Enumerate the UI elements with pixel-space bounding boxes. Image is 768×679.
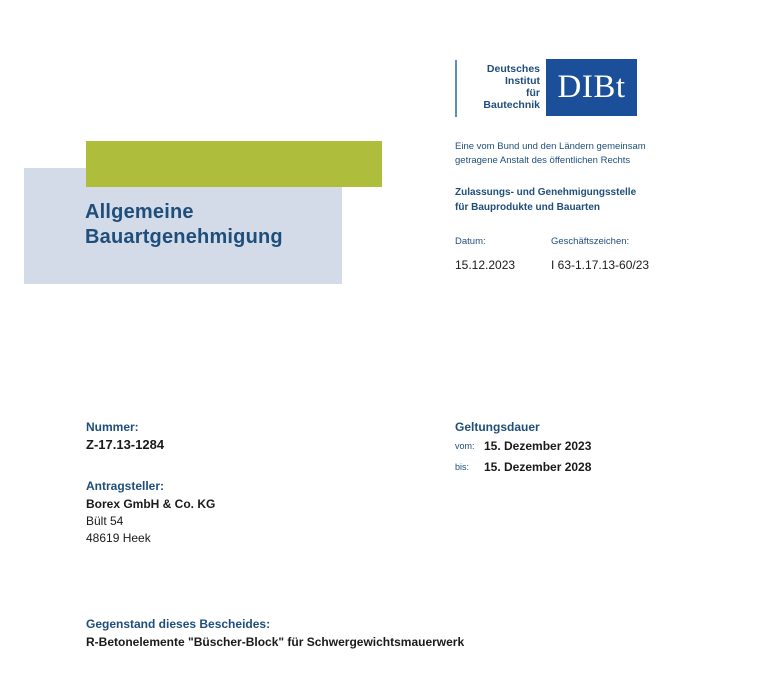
datum-label: Datum: [455,236,486,247]
applicant-street: Bült 54 [86,514,124,528]
document-title-line1: Allgemeine [85,201,194,223]
number-value: Z-17.13-1284 [86,437,165,452]
validity-until-value: 15. Dezember 2028 [484,460,592,474]
validity-until-label: bis: [455,462,470,472]
logo-line1: Deutsches [486,63,540,75]
document-title [85,200,283,250]
validity-from-label: vom: [455,441,475,451]
title-accent-bar [86,141,382,187]
reference-label: Geschäftszeichen: [551,236,630,247]
applicant-company: Borex GmbH & Co. KG [86,497,216,511]
department-line2: für Bauprodukte und Bauarten [455,202,601,213]
reference-value: I 63-1.17.13-60/23 [551,258,650,272]
validity-label: Geltungsdauer [455,420,540,434]
logo-line4: Bautechnik [483,99,540,111]
logo-line3: für [526,87,540,99]
validity-from-value: 15. Dezember 2023 [484,439,592,453]
datum-value: 15.12.2023 [455,258,516,272]
logo-divider [455,60,457,117]
organization-line1: Eine vom Bund und den Ländern gemeinsam [455,141,646,152]
organization-line2: getragene Anstalt des öffentlichen Rechts [455,155,631,166]
department-name [455,185,636,215]
subject-value: R-Betonelemente "Büscher-Block" für Schwergewichtsmauerwerk [86,635,465,649]
logo-line2: Institut [505,75,540,87]
number-label: Nummer: [86,420,139,434]
document-title-line2: Bauartgenehmigung [85,226,283,248]
subject-label: Gegenstand dieses Bescheides: [86,617,271,631]
logo-institute-name [462,63,540,111]
department-line1: Zulassungs- und Genehmigungsstelle [455,187,637,198]
applicant-label: Antragsteller: [86,479,165,493]
applicant-city: 48619 Heek [86,531,151,545]
dibt-logo-mark: DIBt [546,59,637,116]
